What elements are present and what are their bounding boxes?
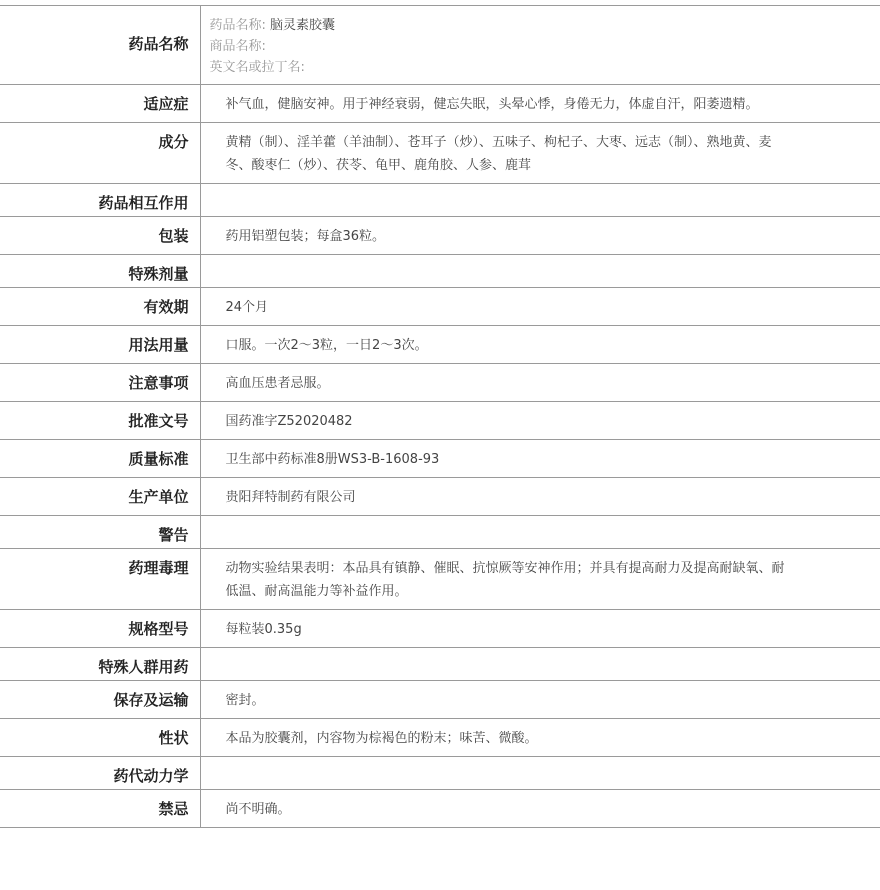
generic-name-value: 脑灵素胶囊 bbox=[270, 18, 336, 33]
row-value: 24个月 bbox=[200, 288, 880, 326]
row-label: 规格型号 bbox=[0, 610, 200, 648]
row-value: 补气血，健脑安神。用于神经衰弱，健忘失眠，头晕心悸，身倦无力，体虚自汗，阳萎遗精。 bbox=[200, 85, 880, 123]
row-value bbox=[200, 516, 880, 549]
row-value bbox=[200, 255, 880, 288]
row-value: 本品为胶囊剂，内容物为棕褐色的粉末；味苦、微酸。 bbox=[200, 719, 880, 757]
row-value: 动物实验结果表明：本品具有镇静、催眠、抗惊厥等安神作用；并具有提高耐力及提高耐缺氧、耐低温、耐高温能力等补益作用。 bbox=[200, 549, 880, 610]
table-row bbox=[0, 790, 880, 828]
table-row bbox=[0, 123, 880, 184]
row-label: 药代动力学 bbox=[0, 757, 200, 790]
row-value: 国药准字Z52020482 bbox=[200, 402, 880, 440]
table-row bbox=[0, 402, 880, 440]
table-row bbox=[0, 217, 880, 255]
generic-name-label: 药品名称: bbox=[209, 18, 266, 33]
table-row bbox=[0, 719, 880, 757]
row-label: 保存及运输 bbox=[0, 681, 200, 719]
drug-name-block bbox=[200, 6, 880, 85]
row-label: 有效期 bbox=[0, 288, 200, 326]
table-row bbox=[0, 85, 880, 123]
table-row bbox=[0, 648, 880, 681]
row-value bbox=[200, 648, 880, 681]
trade-name-line bbox=[210, 36, 791, 57]
table-row-drug-name bbox=[0, 6, 880, 85]
table-row bbox=[0, 478, 880, 516]
row-label: 药理毒理 bbox=[0, 549, 200, 610]
row-label: 批准文号 bbox=[0, 402, 200, 440]
row-label: 用法用量 bbox=[0, 326, 200, 364]
row-label: 成分 bbox=[0, 123, 200, 184]
table-row bbox=[0, 757, 880, 790]
trade-name-label: 商品名称: bbox=[209, 39, 266, 54]
row-label: 警告 bbox=[0, 516, 200, 549]
row-value: 口服。一次2～3粒，一日2～3次。 bbox=[200, 326, 880, 364]
row-label: 适应症 bbox=[0, 85, 200, 123]
english-name-label: 英文名或拉丁名: bbox=[209, 60, 305, 75]
row-value: 每粒装0.35g bbox=[200, 610, 880, 648]
table-row bbox=[0, 184, 880, 217]
row-label: 质量标准 bbox=[0, 440, 200, 478]
drug-spec-table bbox=[0, 5, 880, 828]
table-row bbox=[0, 549, 880, 610]
table-row bbox=[0, 610, 880, 648]
row-label: 性状 bbox=[0, 719, 200, 757]
table-row bbox=[0, 364, 880, 402]
table-row bbox=[0, 326, 880, 364]
table-row bbox=[0, 681, 880, 719]
row-value: 药用铝塑包装；每盒36粒。 bbox=[200, 217, 880, 255]
row-label: 特殊人群用药 bbox=[0, 648, 200, 681]
drug-spec-sheet bbox=[0, 5, 880, 828]
row-value: 卫生部中药标准8册WS3-B-1608-93 bbox=[200, 440, 880, 478]
table-row bbox=[0, 516, 880, 549]
row-value bbox=[200, 757, 880, 790]
row-label: 药品相互作用 bbox=[0, 184, 200, 217]
row-value: 黄精（制）、淫羊藿（羊油制）、苍耳子（炒）、五味子、枸杞子、大枣、远志（制）、熟地黄、麦冬、酸枣仁（炒）、茯苓、龟甲、鹿角胶、人参、鹿茸 bbox=[200, 123, 880, 184]
row-label: 特殊剂量 bbox=[0, 255, 200, 288]
row-value: 密封。 bbox=[200, 681, 880, 719]
row-label: 包装 bbox=[0, 217, 200, 255]
row-label: 生产单位 bbox=[0, 478, 200, 516]
table-row bbox=[0, 255, 880, 288]
row-value: 高血压患者忌服。 bbox=[200, 364, 880, 402]
row-value: 尚不明确。 bbox=[200, 790, 880, 828]
row-value bbox=[200, 184, 880, 217]
english-name-line bbox=[210, 57, 791, 78]
row-label: 禁忌 bbox=[0, 790, 200, 828]
table-row bbox=[0, 288, 880, 326]
row-label: 注意事项 bbox=[0, 364, 200, 402]
row-value: 贵阳拜特制药有限公司 bbox=[200, 478, 880, 516]
generic-name-line bbox=[210, 15, 791, 36]
row-label: 药品名称 bbox=[0, 6, 200, 85]
table-row bbox=[0, 440, 880, 478]
